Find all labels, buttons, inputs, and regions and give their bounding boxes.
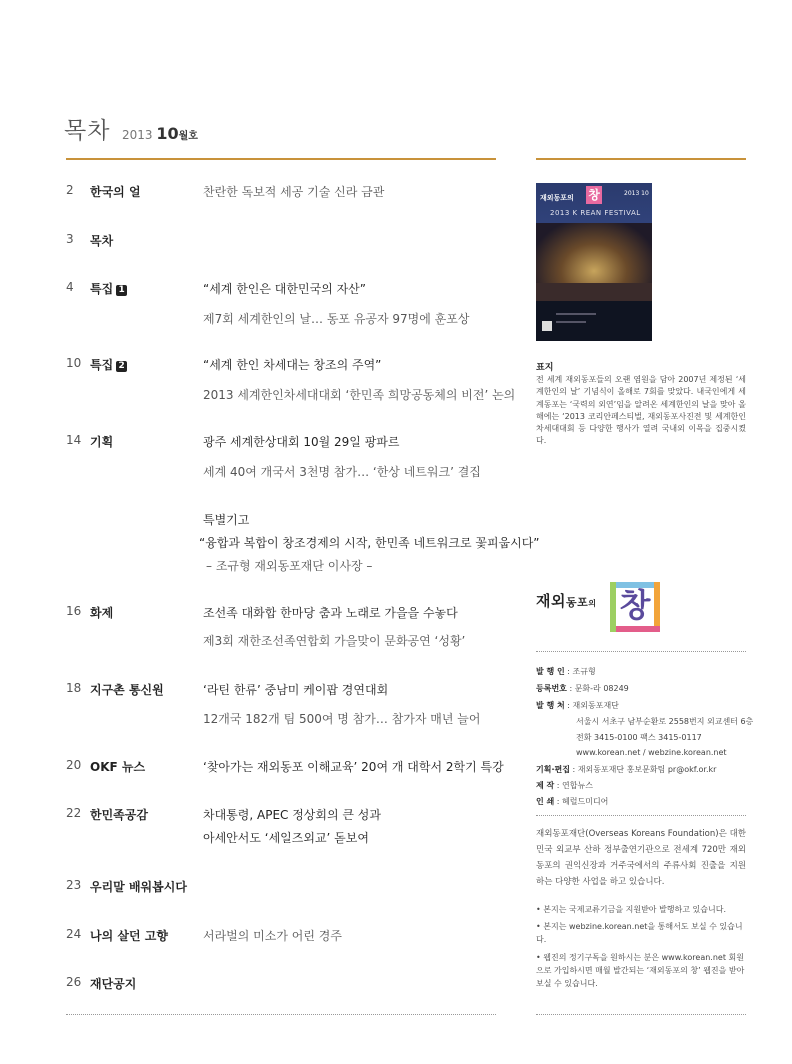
toc-section: 나의 살던 고향 xyxy=(90,929,168,943)
toc-article-title[interactable]: ‘라틴 한류’ 중남미 케이팝 경연대회 xyxy=(203,683,389,697)
imprint-label: 발 행 처 xyxy=(536,701,565,710)
special-badge: 1 xyxy=(116,285,127,296)
toc-special-contribution-label: 특별기고 xyxy=(203,513,250,527)
cover-stage-photo xyxy=(536,223,652,283)
toc-page-number: 16 xyxy=(66,604,82,618)
notice-bullet: • 본지는 국제교류기금을 지원받아 발행하고 있습니다. xyxy=(536,905,726,914)
cover-date: 2013 10 xyxy=(624,190,649,197)
imprint-phone: 전화 3415-0100 팩스 3415-0117 xyxy=(576,733,702,742)
toc-section: 한국의 얼 xyxy=(90,185,141,199)
toc-section-label: 특집 xyxy=(90,358,114,372)
sidebar-divider xyxy=(536,815,746,816)
toc-article-text: 서라벌의 미소가 어린 경주 xyxy=(203,929,342,943)
cover-caption-text: 전 세계 재외동포들의 오랜 염원을 담아 2007년 제정된 ‘세계한인의 날’ 기념식이 올해로 7회를 맞았다. 내국인에게 세계동포는 ‘국력의 외연’임을 알려온 세계한인의 날을 맞아 올해에는 ‘2013 코리안페스티벌, 재외동포사진전 및 세계한인차세대대회 등 다양한 행사가 열려 국내외 이목을 집중시켰다. xyxy=(536,375,746,446)
logo-frame xyxy=(654,582,660,632)
cover-info-line xyxy=(556,313,596,315)
toc-section: 기획 xyxy=(90,435,114,449)
issue-number: 10 xyxy=(156,124,179,143)
toc-section xyxy=(90,280,127,297)
notice-bullet: • 웹진의 정기구독을 원하시는 분은 www.korean.net 회원으로 가입하시면 매월 발간되는 ‘재외동포의 창’ 웹진을 받아보실 수 있습니다. xyxy=(536,953,745,988)
toc-page-number: 3 xyxy=(66,232,74,246)
toc-article-subtitle: 2013 세계한인차세대대회 ‘한민족 희망공동체의 비전’ 논의 xyxy=(203,388,516,402)
notice-bullet: • 본지는 webzine.korean.net을 통해서도 보실 수 있습니다. xyxy=(536,922,743,944)
cover-festival-text: 2013 K REAN FESTIVAL xyxy=(550,209,641,217)
toc-article-subtitle: 세계 40여 개국서 3천명 참가… ‘한상 네트워크’ 결집 xyxy=(203,465,481,479)
toc-page-number: 24 xyxy=(66,927,82,941)
imprint-label: 제 작 xyxy=(536,781,555,790)
toc-article-title[interactable] xyxy=(203,183,384,200)
page-title: 목차 xyxy=(64,118,111,144)
toc-page-number: 22 xyxy=(66,806,82,820)
toc-page-number: 26 xyxy=(66,975,82,989)
imprint-label: 발 행 인 xyxy=(536,667,565,676)
magazine-logo xyxy=(536,582,666,638)
imprint-value: 조규형 xyxy=(572,667,596,676)
toc-article-subtitle: 제7회 세계한인의 날… 동포 유공자 97명에 훈포상 xyxy=(203,312,470,326)
toc-article-author: – 조규형 재외동포재단 이사장 – xyxy=(206,559,373,573)
sidebar-bottom-rule xyxy=(536,1014,746,1015)
issue-label xyxy=(122,124,198,143)
toc-bottom-rule xyxy=(66,1014,496,1015)
toc-section: 지구촌 통신원 xyxy=(90,683,164,697)
toc-article-title[interactable]: “융합과 복합이 창조경제의 시작, 한민족 네트워크로 꽃피웁시다” xyxy=(199,536,540,550)
imprint-value: 연합뉴스 xyxy=(562,781,593,790)
toc-page-number: 10 xyxy=(66,356,82,370)
toc-section xyxy=(90,356,127,373)
toc-article-title[interactable]: 아세안서도 ‘세일즈외교’ 돋보여 xyxy=(203,831,369,845)
cover-footer xyxy=(536,301,652,341)
cover-logo: 재외동포의 xyxy=(540,194,574,202)
toc-page-number: 4 xyxy=(66,280,74,294)
cover-crowd xyxy=(536,283,652,301)
toc-article-title[interactable]: “세계 한인은 대한민국의 자산” xyxy=(203,282,366,296)
toc-article-subtitle: 12개국 182개 팀 500여 명 참가… 참가자 매년 늘어 xyxy=(203,712,481,726)
imprint-value: 재외동포재단 xyxy=(572,701,619,710)
toc-section: 우리말 배워봅시다 xyxy=(90,880,187,894)
toc-article-title[interactable]: 차대통령, APEC 정상회의 큰 성과 xyxy=(203,808,381,822)
magazine-logo-text xyxy=(536,590,596,611)
toc-article-subtitle: 제3회 재한조선족연합회 가을맞이 문화공연 ‘성황’ xyxy=(203,634,466,648)
toc-section: 한민족공감 xyxy=(90,808,148,822)
imprint-value: 문화-라 08249 xyxy=(574,684,629,693)
toc-article-text: 찬란한 독보적 세공 기술 신라 금관 xyxy=(203,185,385,199)
logo-character: 창 xyxy=(619,586,651,624)
toc-page-number: 18 xyxy=(66,681,82,695)
toc-section: OKF 뉴스 xyxy=(90,760,146,774)
toc-article-title[interactable] xyxy=(203,927,342,944)
imprint-editor: 기획·편집 : 재외동포재단 홍보문화팀 pr@okf.or.kr xyxy=(536,765,717,774)
issue-year: 2013 xyxy=(122,128,153,142)
toc-section: 화제 xyxy=(90,606,114,620)
imprint-value: 헤럴드미디어 xyxy=(562,797,609,806)
imprint-address: 서울시 서초구 남부순환로 2558번지 외교센터 6층 xyxy=(576,717,754,726)
about-text: 재외동포재단(Overseas Koreans Foundation)은 대한민국 외교부 산하 정부출연기관으로 전세계 720만 재외동포의 권익신장과 거주국에서의 주류사회 진출을 지원하는 다양한 사업을 하고 있습니다. xyxy=(536,829,746,887)
imprint-value: 재외동포재단 홍보문화팀 pr@okf.or.kr xyxy=(577,765,717,774)
issue-suffix: 월호 xyxy=(178,131,198,142)
toc-page-number: 2 xyxy=(66,183,74,197)
header-rule xyxy=(66,158,496,160)
imprint-printer: 인 쇄 : 헤럴드미디어 xyxy=(536,797,609,806)
logo-part: 재외 xyxy=(536,592,566,610)
cover-caption-heading: 표지 xyxy=(536,363,554,373)
cover-info-line xyxy=(556,321,586,323)
toc-section: 목차 xyxy=(90,234,114,248)
imprint-label: 등록번호 xyxy=(536,684,567,693)
toc-page-number: 20 xyxy=(66,758,82,772)
magazine-logo-mark xyxy=(610,582,660,632)
imprint-label: 인 쇄 xyxy=(536,797,555,806)
sidebar-divider xyxy=(536,651,746,652)
special-badge: 2 xyxy=(116,361,127,372)
toc-article-title[interactable]: 광주 세계한상대회 10월 29일 팡파르 xyxy=(203,435,400,449)
imprint-issuer: 발 행 처 : 재외동포재단 xyxy=(536,701,619,710)
toc-page-number: 14 xyxy=(66,433,82,447)
cover-logo-mark: 창 xyxy=(586,186,602,204)
imprint-web[interactable]: www.korean.net / webzine.korean.net xyxy=(576,748,727,757)
qr-code-icon xyxy=(542,321,552,331)
imprint-producer: 제 작 : 연합뉴스 xyxy=(536,781,593,790)
toc-article-title[interactable]: 조선족 대화합 한마당 춤과 노래로 가을을 수놓다 xyxy=(203,606,458,620)
imprint-registration: 등록번호 : 문화-라 08249 xyxy=(536,684,629,693)
logo-part: 동포 xyxy=(565,596,589,609)
logo-frame xyxy=(610,626,660,632)
imprint-label: 기획·편집 xyxy=(536,765,570,774)
toc-article-title[interactable]: “세계 한인 차세대는 창조의 주역” xyxy=(203,358,382,372)
toc-page-number: 23 xyxy=(66,878,82,892)
logo-part: 의 xyxy=(588,599,597,608)
imprint-publisher: 발 행 인 : 조규형 xyxy=(536,667,596,676)
sidebar-rule xyxy=(536,158,746,160)
toc-section: 재단공지 xyxy=(90,977,137,991)
cover-image[interactable] xyxy=(536,183,652,341)
toc-article-title[interactable]: ‘찾아가는 재외동포 이해교육’ 20여 개 대학서 2학기 특강 xyxy=(203,760,504,774)
toc-section-label: 특집 xyxy=(90,282,114,296)
